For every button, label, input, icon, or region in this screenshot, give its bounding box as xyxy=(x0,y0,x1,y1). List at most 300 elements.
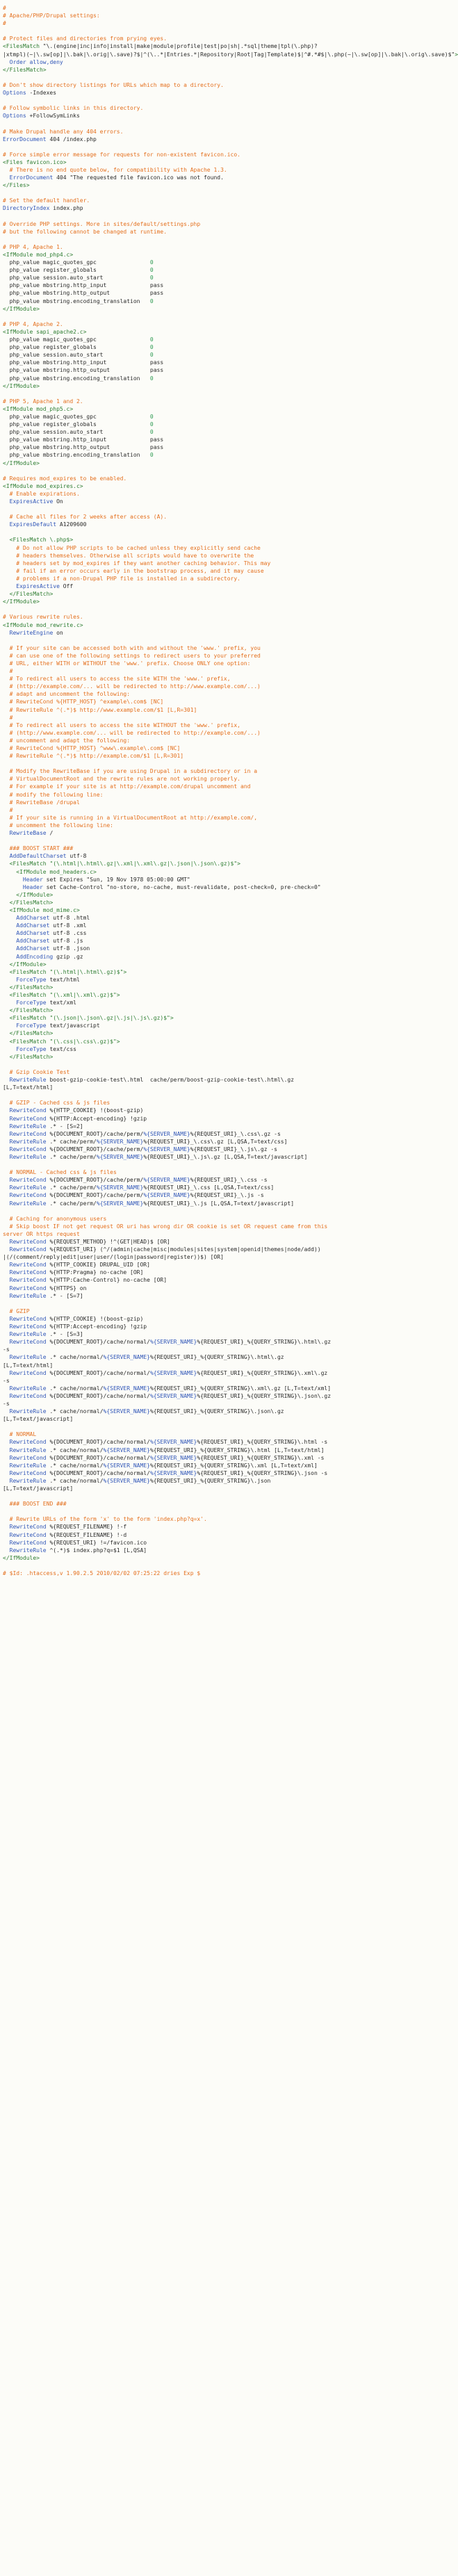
code-token xyxy=(3,1339,10,1345)
code-line xyxy=(3,945,413,952)
code-token: # Gzip Cookie Test xyxy=(9,1068,70,1075)
code-line xyxy=(3,552,413,560)
code-token xyxy=(3,830,10,836)
code-token: <IfModule mod_php4.c> xyxy=(3,252,74,258)
code-line xyxy=(3,259,413,266)
code-token: index.php xyxy=(49,205,83,212)
code-line xyxy=(3,97,413,104)
code-line xyxy=(3,1091,413,1099)
code-line xyxy=(3,613,413,621)
code-line xyxy=(3,1408,413,1415)
code-token: # VirtualDocumentRoot and the rewrite rules are not working properly. xyxy=(9,776,240,783)
code-token xyxy=(3,1116,10,1122)
code-token: php_value mbstring.http_input pass xyxy=(3,437,164,443)
code-token xyxy=(3,792,10,798)
code-token xyxy=(3,954,16,960)
code-line xyxy=(3,667,413,675)
code-token: # PHP 5, Apache 1 and 2. xyxy=(3,398,83,405)
code-token: <FilesMatch "(\.html|\.html\.gz|\.xml|\.xml\.gz|\.json|\.json\.gz)$"> xyxy=(9,861,240,867)
code-token: .* - [S=7] xyxy=(46,1292,83,1299)
code-line xyxy=(3,605,413,613)
code-token: 0 xyxy=(149,336,154,343)
code-token: %{REQUEST_URI}_%{QUERY_STRING}\.xml -s xyxy=(197,1454,325,1461)
code-token: AddDefaultCharset xyxy=(9,853,67,860)
code-token xyxy=(3,1038,10,1045)
code-line xyxy=(3,220,413,228)
code-token xyxy=(3,945,16,952)
code-line xyxy=(3,1161,413,1168)
code-token: # RewriteBase /drupal xyxy=(9,799,80,806)
code-token: # To redirect all users to access the site WITHOUT the 'www.' prefix, xyxy=(9,722,240,728)
code-token: php_value mbstring.http_input pass xyxy=(3,282,164,289)
code-token xyxy=(3,1293,10,1299)
code-line xyxy=(3,274,413,282)
code-token xyxy=(3,737,10,744)
code-token: # adapt and uncomment the following: xyxy=(9,691,131,698)
code-token: Options xyxy=(3,90,26,97)
code-line xyxy=(3,914,413,922)
code-line xyxy=(3,1515,413,1523)
code-token xyxy=(3,1532,10,1538)
code-token: RewriteRule xyxy=(9,1077,47,1084)
code-token: <FilesMatch "(\.html|\.html\.gz)$"> xyxy=(9,968,127,975)
code-token: %{DOCUMENT_ROOT}/cache/perm/ xyxy=(46,1192,144,1199)
code-token: php_value magic_quotes_gpc xyxy=(3,336,150,343)
code-token: RewriteCond xyxy=(9,1439,47,1446)
code-line xyxy=(3,236,413,243)
code-line xyxy=(3,313,413,320)
code-line xyxy=(3,336,413,343)
code-line xyxy=(3,598,413,605)
code-token: %{HTTP_COOKIE} !(boost-gzip) xyxy=(46,1107,144,1114)
code-token: RewriteCond xyxy=(9,1115,47,1122)
code-token xyxy=(3,1223,10,1230)
code-token xyxy=(3,1385,10,1392)
code-line xyxy=(3,775,413,783)
code-token: %{REQUEST_METHOD} !^(GET|HEAD)$ [OR] xyxy=(46,1239,170,1245)
code-line xyxy=(3,837,413,845)
code-token xyxy=(3,1200,10,1207)
code-token: utf-8 .json xyxy=(49,945,90,952)
code-token xyxy=(3,1285,10,1291)
code-token xyxy=(3,498,10,505)
code-token: </IfModule> xyxy=(16,891,54,898)
code-token: # GZIP xyxy=(9,1307,30,1314)
code-token: RewriteCond xyxy=(9,1269,47,1276)
code-token: # headers set by mod_expires if they want another caching behavior. This may xyxy=(16,560,271,566)
code-line xyxy=(3,390,413,398)
code-line xyxy=(3,1014,413,1022)
code-token: DirectoryIndex xyxy=(3,205,50,212)
code-token xyxy=(3,977,16,983)
code-line xyxy=(3,714,413,722)
code-line xyxy=(3,19,413,27)
code-token: %{SERVER_NAME} xyxy=(103,1408,150,1415)
code-token: ForceType xyxy=(16,976,47,983)
code-token: <IfModule mod_rewrite.c> xyxy=(3,621,83,628)
code-token: RewriteRule xyxy=(9,1184,47,1191)
code-line xyxy=(3,1061,413,1068)
code-token: 0 xyxy=(149,275,154,282)
code-line xyxy=(3,1415,413,1423)
code-token: %{SERVER_NAME} xyxy=(103,1385,150,1392)
code-token: |xtmpl)(~|\.sw[op]|\.bak|\.orig|\.save)?$|^(\..*|Entries.*|Repository|Root|Tag|Template)$|^#.*#$|\.php(~|\.sw[op]|\.bak|\.orig\.save)$" xyxy=(3,51,455,58)
code-line xyxy=(3,104,413,112)
code-token: %{REQUEST_URI}_\.js\.gz -s xyxy=(190,1146,277,1152)
code-token xyxy=(3,1323,10,1330)
code-token xyxy=(3,1455,10,1461)
code-token: # NORMAL - Cached css & js files xyxy=(9,1169,117,1176)
code-token: RewriteRule xyxy=(9,1123,47,1130)
code-line xyxy=(3,876,413,883)
code-token: </FilesMatch> xyxy=(9,1007,54,1014)
code-token: # (http://www.example.com/... will be redirected to http://example.com/...) xyxy=(9,729,261,736)
code-token: %{DOCUMENT_ROOT}/cache/normal/ xyxy=(46,1439,150,1446)
code-token: %{REQUEST_URI}_\.css\.gz -s xyxy=(190,1130,281,1137)
code-line xyxy=(3,1076,413,1084)
code-token: php_value mbstring.http_output pass xyxy=(3,444,164,451)
code-line xyxy=(3,459,413,467)
code-token: %{SERVER_NAME} xyxy=(103,1462,150,1469)
code-line xyxy=(3,189,413,197)
code-token: ExpiresActive xyxy=(9,498,54,505)
code-line xyxy=(3,428,413,436)
code-line xyxy=(3,652,413,660)
code-token: %{REQUEST_URI}_%{QUERY_STRING}\.json xyxy=(149,1477,271,1484)
code-token: RewriteCond xyxy=(9,1369,47,1376)
code-token xyxy=(3,1192,10,1198)
code-line xyxy=(3,35,413,42)
code-token: <FilesMatch "(\.json|\.json\.gz|\.js|\.js\.gz)$"> xyxy=(9,1015,174,1022)
code-line xyxy=(3,698,413,706)
code-token xyxy=(3,1540,10,1546)
code-token: A1209600 xyxy=(56,521,87,528)
code-token: %{REQUEST_FILENAME} !-d xyxy=(46,1531,127,1538)
code-token: php_value mbstring.http_output pass xyxy=(3,290,164,297)
code-token: RewriteRule xyxy=(9,1200,47,1207)
code-token: ForceType xyxy=(16,1022,47,1029)
code-token xyxy=(3,560,16,566)
code-token: RewriteRule xyxy=(9,1292,47,1299)
code-line xyxy=(3,174,413,181)
code-token xyxy=(3,722,10,728)
code-line xyxy=(3,590,413,598)
code-token: # xyxy=(3,5,6,11)
code-token xyxy=(3,676,10,682)
code-token: RewriteRule xyxy=(9,1354,47,1361)
code-token: %{HTTPS} on xyxy=(46,1285,87,1291)
code-token: # xyxy=(3,20,6,27)
code-token: %{DOCUMENT_ROOT}/cache/normal/ xyxy=(46,1339,150,1346)
code-line xyxy=(3,1084,413,1091)
code-token: RewriteCond xyxy=(9,1192,47,1199)
code-token: %{SERVER_NAME} xyxy=(149,1454,197,1461)
code-line xyxy=(3,575,413,582)
code-token xyxy=(3,545,16,551)
code-token: </IfModule> xyxy=(9,961,47,968)
code-token: utf-8 .xml xyxy=(49,922,87,929)
code-line xyxy=(3,58,413,66)
code-token: RewriteCond xyxy=(9,1177,47,1184)
code-token xyxy=(3,892,16,898)
code-line xyxy=(3,12,413,19)
code-token: %{HTTP_COOKIE} DRUPAL_UID [OR] xyxy=(46,1262,150,1269)
code-line xyxy=(3,1369,413,1377)
code-line xyxy=(3,1547,413,1554)
code-token: 0 xyxy=(149,267,154,274)
code-token: # Protect files and directories from prying eyes. xyxy=(3,35,167,42)
code-token xyxy=(3,1478,10,1484)
code-token: RewriteCond xyxy=(9,1146,47,1152)
code-token: # If your site is running in a VirtualDocumentRoot at http://example.com/, xyxy=(9,814,258,821)
code-token: # PHP 4, Apache 1. xyxy=(3,243,63,250)
code-line xyxy=(3,976,413,984)
code-line xyxy=(3,1562,413,1570)
code-token: %{REQUEST_URI}_\.js -s xyxy=(190,1192,264,1199)
code-line xyxy=(3,1038,413,1045)
code-line xyxy=(3,4,413,12)
code-line xyxy=(3,1477,413,1485)
code-token xyxy=(3,922,16,929)
code-token: boost-gzip-cookie-test\.html cache/perm/boost-gzip-cookie-test\.html\.gz xyxy=(46,1077,295,1084)
code-token: %{DOCUMENT_ROOT}/cache/normal/ xyxy=(46,1392,150,1399)
code-line xyxy=(3,1285,413,1292)
code-token: Header xyxy=(22,883,43,890)
code-token: # Do not allow PHP scripts to be cached unless they explicitly send cache xyxy=(16,544,261,551)
code-line xyxy=(3,883,413,891)
code-line xyxy=(3,289,413,297)
code-token xyxy=(3,884,23,890)
code-line xyxy=(3,1253,413,1261)
code-token xyxy=(3,1308,10,1314)
code-token: RewriteCond xyxy=(9,1262,47,1269)
code-line xyxy=(3,213,413,220)
code-token xyxy=(3,992,10,998)
code-line xyxy=(3,621,413,629)
code-token: %{SERVER_NAME} xyxy=(143,1192,190,1199)
code-token: # Apache/PHP/Drupal settings: xyxy=(3,13,100,19)
code-token xyxy=(3,1408,10,1415)
code-token: </FilesMatch> xyxy=(9,591,54,598)
code-line xyxy=(3,128,413,136)
code-line xyxy=(3,158,413,166)
code-line xyxy=(3,1153,413,1161)
code-token xyxy=(3,645,10,651)
code-line xyxy=(3,767,413,775)
code-token: %{HTTP:Cache-Control} no-cache [OR] xyxy=(46,1277,167,1284)
code-token: > xyxy=(455,51,458,58)
code-line xyxy=(3,752,413,760)
code-token xyxy=(3,822,10,829)
code-token: %{REQUEST_URI}_\.css\.gz [L,QSA,T=text/css] xyxy=(143,1138,288,1145)
code-token xyxy=(3,776,10,782)
code-token xyxy=(3,1216,10,1222)
code-line xyxy=(3,528,413,536)
code-token xyxy=(3,1269,10,1275)
code-token xyxy=(3,568,16,574)
code-token xyxy=(3,1331,10,1337)
code-token xyxy=(3,1277,10,1283)
code-token xyxy=(3,1100,10,1106)
code-token xyxy=(3,668,10,674)
code-token xyxy=(3,961,10,968)
code-token xyxy=(3,707,10,713)
code-line xyxy=(3,166,413,174)
code-token: 404 "The requested file favicon.ico was not found. xyxy=(53,174,224,181)
code-token xyxy=(3,715,10,721)
code-token: .* cache/normal/ xyxy=(46,1446,104,1453)
code-line xyxy=(3,343,413,351)
code-line xyxy=(3,1323,413,1330)
code-token: php_value mbstring.encoding_translation xyxy=(3,375,150,382)
code-line xyxy=(3,806,413,814)
code-line xyxy=(3,906,413,914)
code-token: <FilesMatch "(\.xml|\.xml\.gz)$"> xyxy=(9,992,120,998)
code-line xyxy=(3,783,413,790)
code-token: ExpiresActive xyxy=(16,583,60,590)
code-token xyxy=(3,745,10,751)
code-line xyxy=(3,1022,413,1029)
code-token xyxy=(3,938,16,944)
code-token: php_value register_globals xyxy=(3,421,150,428)
code-token: # Follow symbolic links in this directory. xyxy=(3,105,144,112)
code-line xyxy=(3,536,413,544)
code-line xyxy=(3,1276,413,1284)
code-token xyxy=(3,1107,10,1114)
code-line xyxy=(3,382,413,390)
code-line xyxy=(3,51,458,58)
code-token: RewriteRule xyxy=(9,1477,47,1484)
code-token: .* cache/normal/ xyxy=(46,1385,104,1392)
code-line xyxy=(3,74,413,81)
code-token xyxy=(3,1123,10,1130)
code-line xyxy=(3,228,413,236)
code-line xyxy=(3,443,413,451)
code-token: utf-8 .js xyxy=(49,938,83,945)
code-token xyxy=(3,521,10,528)
code-line xyxy=(3,891,413,899)
code-line xyxy=(3,328,413,336)
code-token xyxy=(3,1030,10,1036)
code-token: php_value session.auto_start xyxy=(3,429,150,436)
code-token: set Expires "Sun, 19 Nov 1978 05:00:00 GMT" xyxy=(42,876,190,883)
code-line xyxy=(3,1184,413,1191)
code-line xyxy=(3,421,413,428)
code-token xyxy=(3,1131,10,1137)
code-token: # Requires mod_expires to be enabled. xyxy=(3,475,127,482)
code-token: %{SERVER_NAME} xyxy=(149,1439,197,1446)
code-token xyxy=(3,1470,10,1476)
code-token: # but the following cannot be changed at runtime. xyxy=(3,228,167,235)
code-line xyxy=(3,937,413,945)
code-token: utf-8 xyxy=(66,853,87,860)
code-token: # Enable expirations. xyxy=(9,490,80,497)
code-token: %{SERVER_NAME} xyxy=(103,1446,150,1453)
code-token xyxy=(3,768,10,774)
code-token: php_value register_globals xyxy=(3,267,150,274)
code-token: "\.(engine|inc|info|install|make|module|profile|test|po|sh|.*sql|theme|tpl(\.php)? xyxy=(42,43,318,50)
code-token: Options xyxy=(3,113,26,120)
code-line xyxy=(3,1338,413,1346)
code-token: # RewriteCond %{HTTP_HOST} ^example\.com$ [NC] xyxy=(9,699,164,706)
code-token: .* cache/normal/ xyxy=(46,1462,104,1469)
code-token: # xyxy=(9,806,13,813)
code-token: # headers themselves. Otherwise all scripts would have to overwrite the xyxy=(16,552,254,559)
code-token: -s xyxy=(3,1400,10,1407)
code-token xyxy=(3,699,10,705)
code-line xyxy=(3,690,413,698)
code-line xyxy=(3,567,413,575)
code-line xyxy=(3,1300,413,1307)
code-token xyxy=(3,553,16,559)
code-token xyxy=(3,1184,10,1191)
code-line xyxy=(3,398,413,405)
code-token: RewriteRule xyxy=(9,1385,47,1392)
code-token: </Files> xyxy=(3,182,30,189)
code-line xyxy=(3,475,413,482)
code-line xyxy=(3,1230,413,1238)
code-token xyxy=(3,59,10,65)
code-line xyxy=(3,1446,413,1454)
code-token: +FollowSymLinks xyxy=(26,113,80,120)
code-token: on xyxy=(53,629,63,636)
code-token: # URL, either WITH or WITHOUT the 'www.' prefix. Choose ONLY one option: xyxy=(9,660,251,667)
code-line xyxy=(3,66,413,74)
code-line xyxy=(3,1269,413,1276)
code-token xyxy=(3,1054,10,1060)
code-line xyxy=(3,1392,413,1400)
code-line xyxy=(3,1430,413,1438)
code-line xyxy=(3,375,413,382)
code-token: .* cache/perm/ xyxy=(46,1153,97,1160)
code-line xyxy=(3,1307,413,1315)
code-token: text/html xyxy=(46,976,80,983)
code-line xyxy=(3,953,413,961)
code-line xyxy=(3,1400,413,1408)
code-token: # xyxy=(9,668,13,675)
code-token: .* cache/perm/ xyxy=(46,1200,97,1207)
code-token xyxy=(3,1000,16,1006)
code-token: RewriteRule xyxy=(9,1462,47,1469)
code-token: %{REQUEST_URI}_%{QUERY_STRING}\.html [L,T=text/html] xyxy=(149,1446,325,1453)
code-token: RewriteCond xyxy=(9,1130,47,1137)
code-token: ExpiresDefault xyxy=(9,521,57,528)
code-token: %{DOCUMENT_ROOT}/cache/perm/ xyxy=(46,1146,144,1152)
code-line xyxy=(3,1006,413,1014)
code-token: php_value mbstring.encoding_translation xyxy=(3,297,150,304)
code-token: -s xyxy=(3,1346,10,1353)
code-token xyxy=(3,783,10,790)
code-line xyxy=(3,521,413,528)
code-token: .* cache/normal/ xyxy=(46,1408,104,1415)
code-line xyxy=(3,637,413,644)
code-line xyxy=(3,1454,413,1462)
code-line xyxy=(3,1107,413,1114)
code-line xyxy=(3,1570,413,1577)
code-line xyxy=(3,505,413,513)
code-token: # modify the following line: xyxy=(9,791,104,798)
code-line xyxy=(3,560,413,567)
code-token xyxy=(3,1370,10,1376)
code-token: AddCharset xyxy=(16,945,50,952)
code-token: %{SERVER_NAME} xyxy=(149,1469,197,1476)
code-line xyxy=(3,482,413,490)
code-token: ErrorDocument xyxy=(9,174,54,181)
code-line xyxy=(3,451,413,459)
code-token: # Modify the RewriteBase if you are using Drupal in a subdirectory or in a xyxy=(9,768,258,775)
code-token: [L,T=text/javascript] xyxy=(3,1416,74,1423)
code-token xyxy=(3,167,10,173)
